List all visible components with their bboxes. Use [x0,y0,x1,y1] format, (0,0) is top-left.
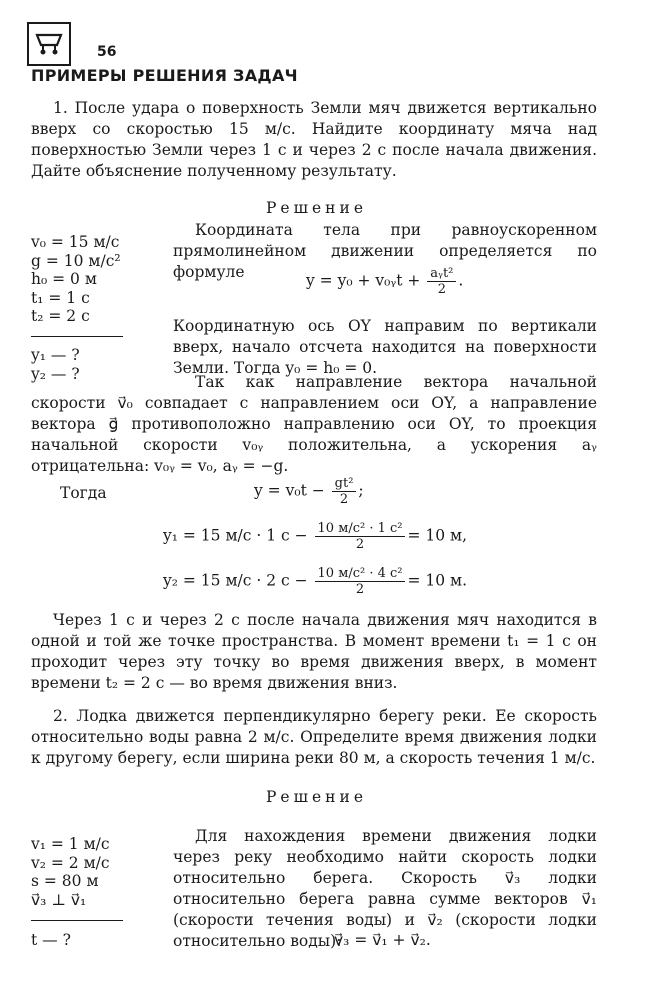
page-number: 56 [97,44,117,60]
given-item: v⃗₃ ⊥ v⃗₁ [31,890,87,909]
formula-left: y₂ = 15 м/с · 2 с − [163,571,308,590]
given-item: s = 80 м [31,872,99,890]
boat-emblem-icon [27,22,71,66]
fraction-numerator: gt² [332,476,357,492]
problem1-formula2 [254,476,364,507]
given-item: h₀ = 0 м [31,270,97,288]
formula-end: = 10 м, [407,526,468,545]
problem2-given [31,835,110,909]
page-heading: ПРИМЕРЫ РЕШЕНИЯ ЗАДАЧ [31,66,298,85]
formula-end: = 10 м. [407,571,468,590]
given-divider [31,336,123,337]
problem2-unknowns [31,931,71,950]
given-item: v₂ = 2 м/с [31,853,110,872]
formula-left: y = y₀ + v₀ᵧt + [306,271,421,290]
given-item: t₁ = 1 с [31,288,90,307]
formula-left: y₁ = 15 м/с · 1 с − [163,526,308,545]
problem2-solution-heading: Решение [266,788,368,806]
problem1-solution-heading: Решение [266,199,368,217]
fraction-numerator: 10 м/с² · 1 с² [315,521,406,537]
given-item: t₂ = 2 с [31,307,90,325]
formula-end: . [458,271,464,290]
formula-fraction [332,476,357,507]
given-item: v₁ = 1 м/с [31,835,110,853]
problem1-text1: Координата тела при равноускоренном прямолинейном движении определяется по формуле [173,221,597,281]
fraction-numerator: aᵧt² [427,266,456,282]
problem1-formula3 [163,521,467,552]
formula-fraction [315,566,406,597]
problem1-given [31,233,121,326]
problem2-statement: 2. Лодка движется перпендикулярно берегу реки. Ее скорость относительно воды равна 2 м/с. Определите время движения лодки к другому берегу, если ширина реки 80 м, а скорость течения 1 м/с. [31,707,597,767]
problem1-formula4 [163,566,467,597]
problem1-text2: Координатную ось OY направим по вертикали вверх, начало отсчета находится на поверхности Земли. Тогда y₀ = h₀ = 0. [173,317,597,377]
problem1-conclusion: Через 1 с и через 2 с после начала движения мяч находится в одной и той же точке пространства. В момент времени t₁ = 1 с он проходит через эту точку во время движения вверх, в момент времени t₂ = 2 с — во время движения вниз. [31,611,597,692]
problem1-formula1 [306,266,463,297]
fraction-denominator: 2 [355,582,365,597]
fraction-denominator: 2 [355,537,365,552]
fraction-numerator: 10 м/с² · 4 с² [315,566,406,582]
unknown-item: t — ? [31,931,71,949]
formula-fraction [427,266,456,297]
formula-fraction [315,521,406,552]
given-item: v₀ = 15 м/с [31,233,120,251]
unknown-item: y₂ — ? [31,364,80,383]
then-label: Тогда [60,484,107,502]
problem2-formula1: v⃗₃ = v⃗₁ + v⃗₂. [334,931,431,949]
formula-left: y = v₀t − [254,481,325,500]
problem1-text3: Так как направление вектора начальной скорости v⃗₀ совпадает с направлением оси OY, а направление вектора g⃗ противоположно направлению оси OY, то проекция начальной скорости v₀ᵧ положительна, а ускорения aᵧ отрицательна: v₀ᵧ = v₀, aᵧ = −g. [31,373,597,475]
given-item: g = 10 м/с² [31,251,121,270]
unknown-item: y₁ — ? [31,346,80,364]
formula-end: ; [358,481,364,500]
fraction-denominator: 2 [437,282,446,297]
given-divider [31,920,123,921]
fraction-denominator: 2 [339,492,349,507]
problem1-statement: 1. После удара о поверхность Земли мяч движется вертикально вверх со скоростью 15 м/с. Найдите координату мяча над поверхностью Земли через 1 с и через 2 с после начала движения. Дайте объяснение полученному результату. [31,99,597,180]
problem2-text1: Для нахождения времени движения лодки через реку необходимо найти скорость лодки относительно берега. Скорость v⃗₃ лодки относительно берега равна сумме векторов v⃗₁ (скорости течения воды) и v⃗₂ (скорости лодки относительно воды): [173,827,597,950]
